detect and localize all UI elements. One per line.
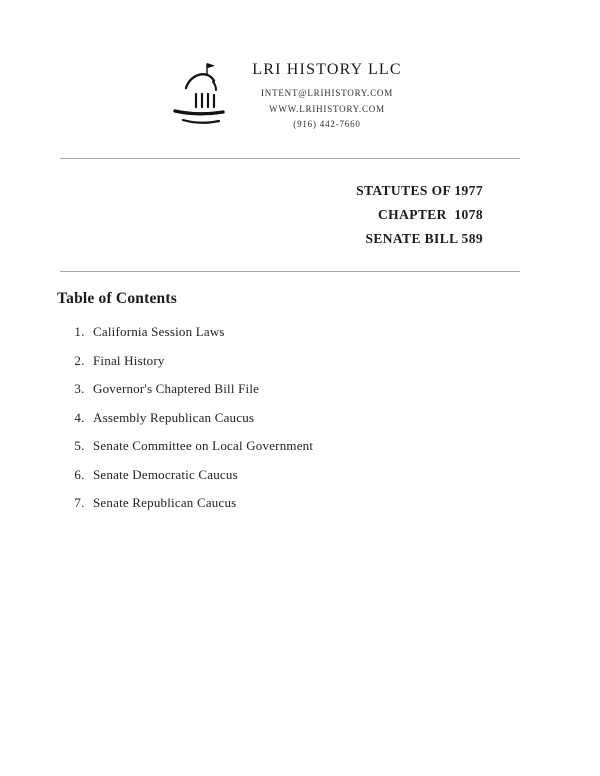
contact-email: INTENT@LRIHISTORY.COM [260,87,393,98]
statutes-year-line: STATUTES OF 1977 [356,183,483,198]
letterhead-contact [252,61,402,133]
toc-item-2: 2. Final History [88,353,600,369]
toc-item-5: 5. Senate Committee on Local Government [88,438,600,454]
divider-mid [60,271,520,272]
toc-item-3: 3. Governor's Chaptered Bill File [88,381,600,397]
toc-item-7: 7. Senate Republican Caucus [88,495,600,511]
toc-item-4: 4. Assembly Republican Caucus [88,410,600,426]
toc-heading: Table of Contents [57,290,177,307]
toc-item-6: 6. Senate Democratic Caucus [88,467,600,483]
letterhead [0,0,586,134]
contact-phone: (916) 442-7660 [293,119,361,130]
divider-top [60,158,520,159]
contact-website: WWW.LRIHISTORY.COM [269,103,385,114]
chapter-line: CHAPTER 1078 [378,207,483,222]
toc-item-1: 1. California Session Laws [88,324,600,340]
senate-bill-line: SENATE BILL 589 [365,231,483,246]
toc-list [0,324,600,511]
title-block [0,179,483,251]
capitol-logo-icon [170,60,230,134]
company-name: LRI HISTORY LLC [252,60,402,78]
